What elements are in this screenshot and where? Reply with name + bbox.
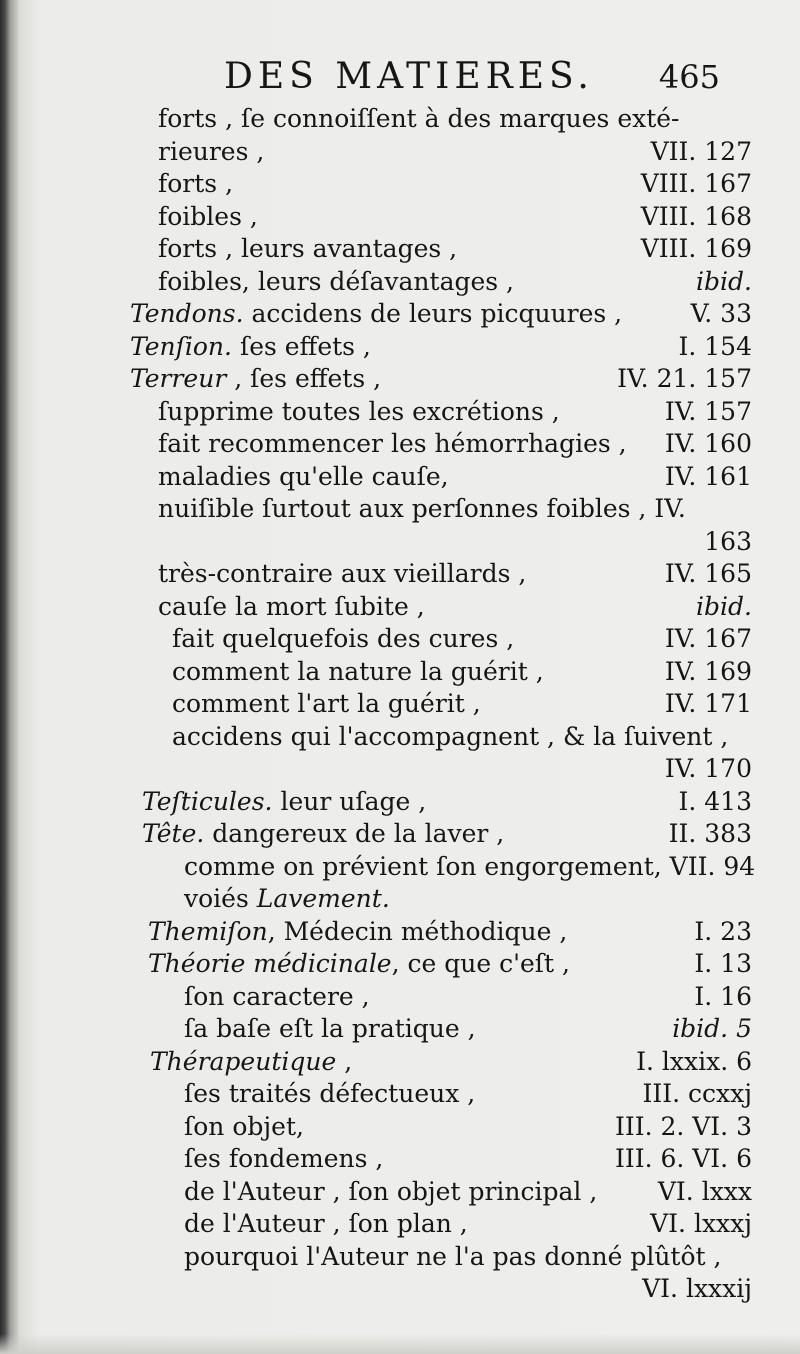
entry-text: ſa baſe eſt la pratique , [184,1014,476,1043]
index-entry [120,493,760,526]
entry-text: , [344,1046,353,1076]
entry-ref: V. 33 [690,299,752,328]
entry-text: maladies qu'elle cauſe, [158,461,449,491]
entry-ref: IV. 165 [664,559,752,588]
entry-text: de l'Auteur , ſon objet principal , [184,1176,598,1206]
entry-ref: VI. lxxx [657,1176,752,1206]
page-number: 465 [658,58,720,96]
entry-text: comment l'art la guérit , [172,689,481,718]
index-entry [120,1046,760,1079]
entry-ref: VI. lxxxij [642,1274,752,1303]
entry-ref: III. ccxxj [642,1079,752,1108]
index-entry [120,591,760,624]
entry-text: dangereux de la laver , [212,819,505,848]
entry-ref: II. 383 [668,819,752,848]
entry-text: cauſe la mort ſubite , [158,591,425,621]
entry-ref: I. 413 [678,786,752,816]
entry-text: ſes effets , [239,331,371,361]
entry-ref: VIII. 169 [640,234,752,263]
entry-text: ſes fondemens , [184,1144,384,1173]
index-entry [120,201,760,234]
index-entry [120,656,760,689]
entry-text: de l'Auteur , ſon plan , [184,1209,468,1238]
page-edge-shadow [0,1334,800,1354]
entry-ref: I. 13 [694,949,752,978]
index-entry [120,786,760,819]
running-title: DES MATIERES. [224,56,594,97]
entry-ref: I. 23 [694,916,752,946]
entry-text: comme on prévient ſon engorgement, VII. 94 [184,851,756,881]
entry-ref: IV. 171 [664,689,752,718]
index-entry [120,1013,760,1046]
index-entry-continuation [120,753,760,786]
index-entry [120,818,760,851]
entry-term: Terreur [130,364,227,393]
entry-text: pourquoi l'Auteur ne l'a pas donné plûtôt , [184,1241,722,1271]
index-entry [120,331,760,364]
entry-ref: VIII. 168 [640,201,752,231]
entry-ref: ibid. [696,591,752,621]
entry-text: foibles, leurs déſavantages , [158,266,514,296]
entry-text: forts , ſe connoiſſent à des marques exté- [158,104,680,133]
index-entry [120,1208,760,1241]
index-entry [120,688,760,721]
index-entry [120,948,760,981]
index-entry [120,396,760,429]
entry-text: ſes traités défectueux , [184,1079,476,1108]
entry-text: fait recommencer les hémorrhagies , [158,429,627,458]
entry-term: Tendons. [130,299,244,328]
entry-ref: I. 154 [678,331,752,361]
entry-ref: III. 2. VI. 3 [614,1111,752,1141]
entry-text: forts , leurs avantages , [158,234,458,263]
entry-text: nuiſible ſurtout aux perſonnes foibles , IV. [158,494,686,523]
entry-ref: ibid. [696,266,752,296]
index-entry [120,136,760,169]
cross-reference: Lavement. [256,884,390,913]
index-entry [120,298,760,331]
index-entry [120,558,760,591]
entry-text: accidens qui l'accompagnent , & la ſuivent , [172,721,729,751]
index-entry-continuation [120,526,760,559]
entry-ref: IV. 170 [664,754,752,783]
index-entry [120,233,760,266]
index-entry [120,883,760,916]
index-entry [120,266,760,299]
index-entry [120,916,760,949]
entry-ref: IV. 21. 157 [617,364,752,393]
entry-ref: III. 6. VI. 6 [614,1144,752,1173]
entry-ref: VIII. 167 [640,169,752,198]
index-entry [120,461,760,494]
entry-term: Théorie médicinale [148,949,392,978]
entry-ref: VI. lxxxj [650,1209,752,1238]
entry-ref: IV. 161 [664,461,752,491]
entry-term: Thérapeutique [150,1046,337,1076]
entry-text: très-contraire aux vieillards , [158,559,527,588]
entry-text: ſon objet, [184,1111,304,1141]
index-entry [120,1143,760,1176]
index-entry [120,623,760,656]
index-entry [120,363,760,396]
entry-ref: I. 16 [694,981,752,1011]
index-entry [120,168,760,201]
entry-term: Themiſon [148,916,268,946]
entry-text: , ce que c'eſt , [391,949,570,978]
entry-ref: VII. 127 [650,136,752,166]
index-entries [120,103,760,1306]
entry-ref: IV. 169 [664,656,752,686]
entry-text: fait quelquefois des cures , [172,624,515,653]
page-header [200,52,740,102]
entry-ref: ibid. 5 [672,1014,752,1043]
index-entry [120,1176,760,1209]
entry-text: rieures , [158,136,265,166]
entry-text: voiés [184,884,249,913]
entry-term: Tête. [142,819,205,848]
index-entry [120,851,760,884]
entry-text: , Médecin méthodique , [267,916,568,946]
index-entry [120,1111,760,1144]
entry-text: comment la nature la guérit , [172,656,544,686]
entry-text: accidens de leurs picquures , [251,299,623,328]
index-entry [120,981,760,1014]
entry-ref: IV. 167 [664,624,752,653]
entry-text: leur uſage , [280,786,427,816]
index-entry [120,1078,760,1111]
index-entry [120,428,760,461]
entry-text: ſupprime toutes les excrétions , [158,396,560,426]
index-entry [120,103,760,136]
entry-ref: 163 [704,526,752,556]
entry-term: Teſticules. [142,786,273,816]
entry-ref: I. lxxix. 6 [636,1046,752,1076]
entry-text: forts , [158,169,234,198]
index-entry [120,1241,760,1274]
entry-term: Tenſion. [130,331,232,361]
entry-text: foibles , [158,201,258,231]
index-entry [120,721,760,754]
entry-text: ſon caractere , [184,981,370,1011]
index-entry-continuation [120,1273,760,1306]
entry-text: , ſes effets , [234,364,382,393]
entry-ref: IV. 157 [664,396,752,426]
entry-ref: IV. 160 [664,429,752,458]
